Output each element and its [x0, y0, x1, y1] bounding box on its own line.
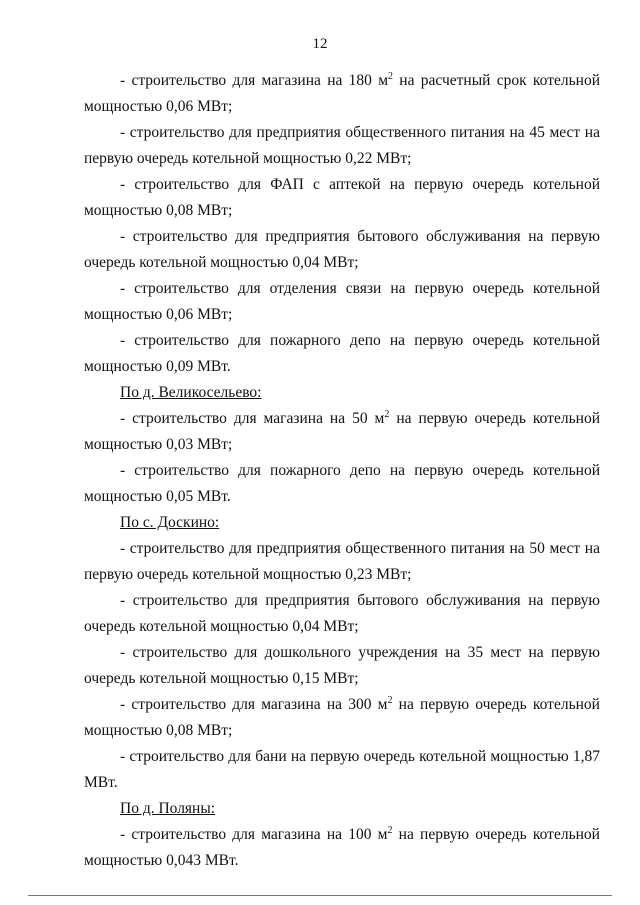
- page-number: 12: [312, 36, 328, 52]
- bottom-scan-edge: [28, 895, 612, 896]
- item-text-continued: на первую очередь котельной мощностью 0,043 МВт.: [84, 826, 600, 869]
- item-text: - строительство для предприятия бытового обслуживания на первую очередь котельной мощностью 0,04 МВт;: [84, 592, 600, 635]
- list-item: [84, 822, 600, 874]
- document-body: [84, 68, 600, 874]
- item-text: - строительство для магазина на 180 м: [120, 72, 389, 89]
- list-item: [84, 328, 600, 380]
- item-text: - строительство для магазина на 300 м: [120, 696, 388, 713]
- item-text: - строительство для магазина на 100 м: [120, 826, 388, 843]
- section-heading: [84, 510, 600, 536]
- item-text: - строительство для предприятия общественного питания на 45 мест на первую очередь котельной мощностью 0,22 МВт;: [84, 124, 600, 167]
- list-item: [84, 744, 600, 796]
- unit-superscript: 2: [384, 408, 390, 420]
- list-item: [84, 458, 600, 510]
- section-heading: [84, 796, 600, 822]
- item-text-continued: на первую очередь котельной мощностью 0,03 МВт;: [84, 410, 600, 453]
- item-text-continued: на расчетный срок котельной мощностью 0,06 МВт;: [84, 72, 600, 115]
- list-item: [84, 224, 600, 276]
- list-item: [84, 640, 600, 692]
- item-text: По д. Великосельево:: [120, 384, 262, 401]
- list-item: [84, 536, 600, 588]
- list-item: [84, 120, 600, 172]
- unit-superscript: 2: [387, 694, 393, 706]
- unit-superscript: 2: [387, 824, 393, 836]
- item-text: - строительство для отделения связи на первую очередь котельной мощностью 0,06 МВт;: [84, 280, 600, 323]
- item-text: По с. Доскино:: [120, 514, 220, 531]
- list-item: [84, 172, 600, 224]
- item-text: - строительство для предприятия бытового обслуживания на первую очередь котельной мощностью 0,04 МВт;: [84, 228, 600, 271]
- item-text: - строительство для предприятия общественного питания на 50 мест на первую очередь котельной мощностью 0,23 МВт;: [84, 540, 600, 583]
- item-text: - строительство для дошкольного учреждения на 35 мест на первую очередь котельной мощностью 0,15 МВт;: [84, 644, 600, 687]
- list-item: [84, 692, 600, 744]
- item-text: - строительство для пожарного депо на первую очередь котельной мощностью 0,05 МВт.: [84, 462, 600, 505]
- list-item: [84, 406, 600, 458]
- list-item: [84, 68, 600, 120]
- list-item: [84, 588, 600, 640]
- unit-superscript: 2: [388, 70, 394, 82]
- item-text: - строительство для магазина на 50 м: [120, 410, 385, 427]
- item-text: - строительство для ФАП с аптекой на первую очередь котельной мощностью 0,08 МВт;: [84, 176, 600, 219]
- item-text: - строительство для бани на первую очередь котельной мощностью 1,87 МВт.: [84, 748, 600, 791]
- item-text: По д. Поляны:: [120, 800, 216, 817]
- list-item: [84, 276, 600, 328]
- section-heading: [84, 380, 600, 406]
- item-text: - строительство для пожарного депо на первую очередь котельной мощностью 0,09 МВт.: [84, 332, 600, 375]
- item-text-continued: на первую очередь котельной мощностью 0,08 МВт;: [84, 696, 600, 739]
